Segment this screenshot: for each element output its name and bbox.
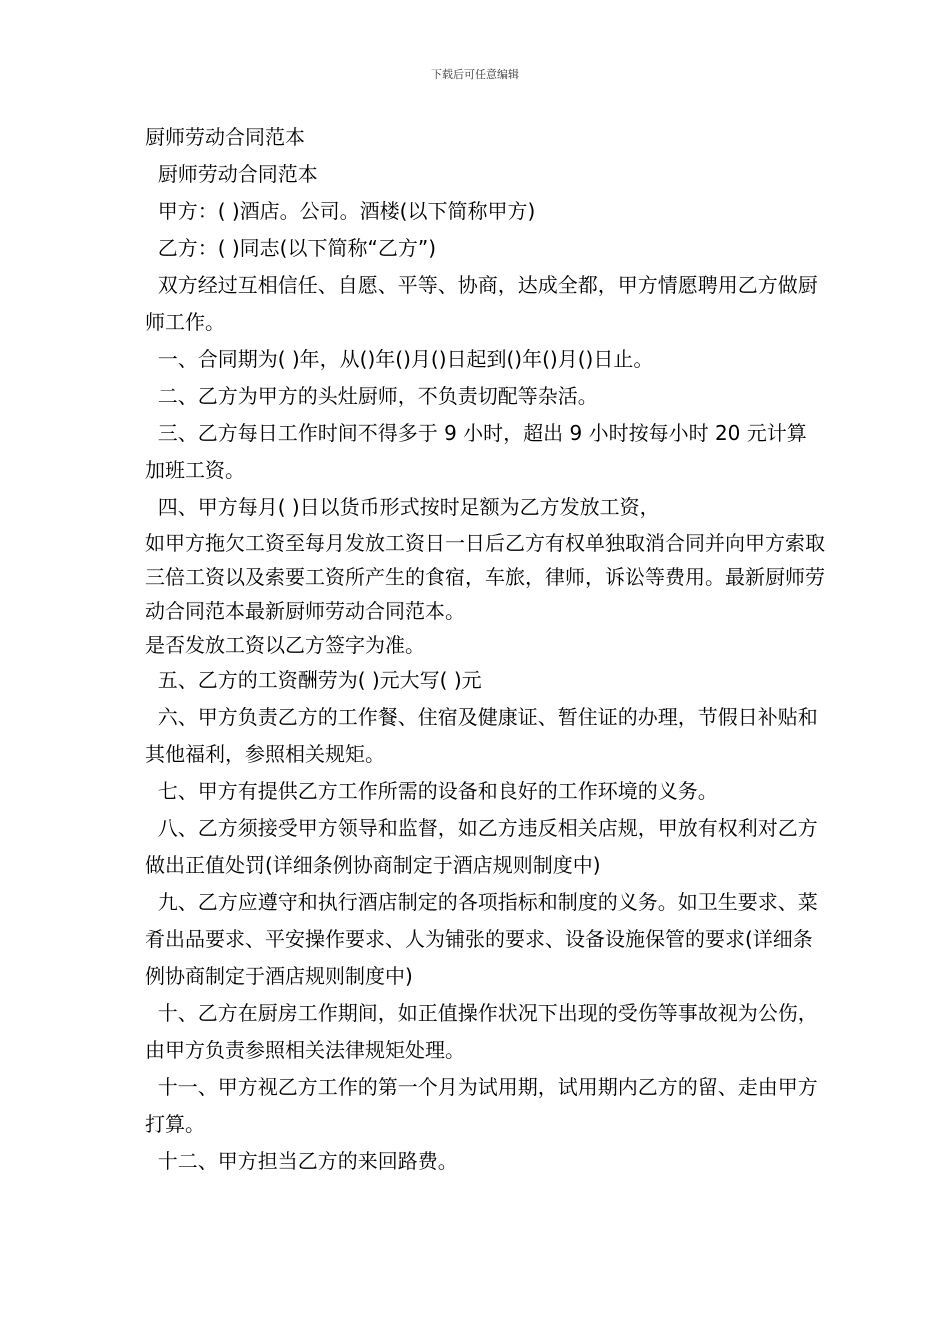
paragraph-clause-5: 五、乙方的工资酬劳为( )元大写( )元 — [145, 668, 482, 692]
paragraph-party-a: 甲方：( )酒店。公司。酒楼(以下简称甲方) — [145, 199, 536, 223]
paragraph-clause-4-note: 是否发放工资以乙方签字为准。 — [145, 633, 425, 657]
paragraph-clause-2: 二、乙方为甲方的头灶厨师，不负责切配等杂活。 — [145, 384, 598, 408]
paragraph-clause-6: 六、甲方负责乙方的工作餐、住宿及健康证、暂住证的办理，节假日补贴和其他福利，参照相关规矩。 — [145, 705, 818, 766]
paragraph-clause-9: 九、乙方应遵守和执行酒店制定的各项指标和制度的义务。如卫生要求、菜肴出品要求、平安操作要求、人为铺张的要求、设备设施保管的要求(详细条例协商制定于酒店规则制度中) — [145, 890, 818, 988]
paragraph-agreement: 双方经过互相信任、自愿、平等、协商，达成全都，甲方情愿聘用乙方做厨师工作。 — [145, 273, 818, 334]
paragraph-clause-10: 十、乙方在厨房工作期间，如正值操作状况下出现的受伤等事故视为公伤，由甲方负责参照相关法律规矩处理。 — [145, 1001, 818, 1062]
document-body — [145, 119, 825, 1180]
paragraph-clause-3: 三、乙方每日工作时间不得多于 9 小时，超出 9 小时按每小时 20 元计算加班工资。 — [145, 421, 807, 482]
paragraph-clause-4-detail: 如甲方拖欠工资至每月发放工资日一日后乙方有权单独取消合同并向甲方索取三倍工资以及索要工资所产生的食宿，车旅，律师，诉讼等费用。最新厨师劳动合同范本最新厨师劳动合同范本。 — [145, 531, 825, 623]
paragraph-party-b: 乙方：( )同志(以下简称“乙方”) — [145, 236, 437, 260]
paragraph-clause-8: 八、乙方须接受甲方领导和监督，如乙方违反相关店规，甲放有权利对乙方做出正值处罚(详细条例协商制定于酒店规则制度中) — [145, 816, 818, 877]
page-header: 下载后可任意编辑 — [431, 68, 519, 81]
paragraph-clause-1: 一、合同期为( )年，从()年()月()日起到()年()月()日止。 — [145, 347, 654, 371]
paragraph-clause-11: 十一、甲方视乙方工作的第一个月为试用期，试用期内乙方的留、走由甲方打算。 — [145, 1075, 818, 1136]
document-title: 厨师劳动合同范本 — [145, 125, 305, 149]
paragraph-subtitle: 厨师劳动合同范本 — [145, 162, 318, 186]
paragraph-clause-7: 七、甲方有提供乙方工作所需的设备和良好的工作环境的义务。 — [145, 779, 718, 803]
paragraph-clause-12: 十二、甲方担当乙方的来回路费。 — [145, 1149, 458, 1173]
paragraph-clause-4: 四、甲方每月( )日以货币形式按时足额为乙方发放工资， — [145, 495, 660, 519]
